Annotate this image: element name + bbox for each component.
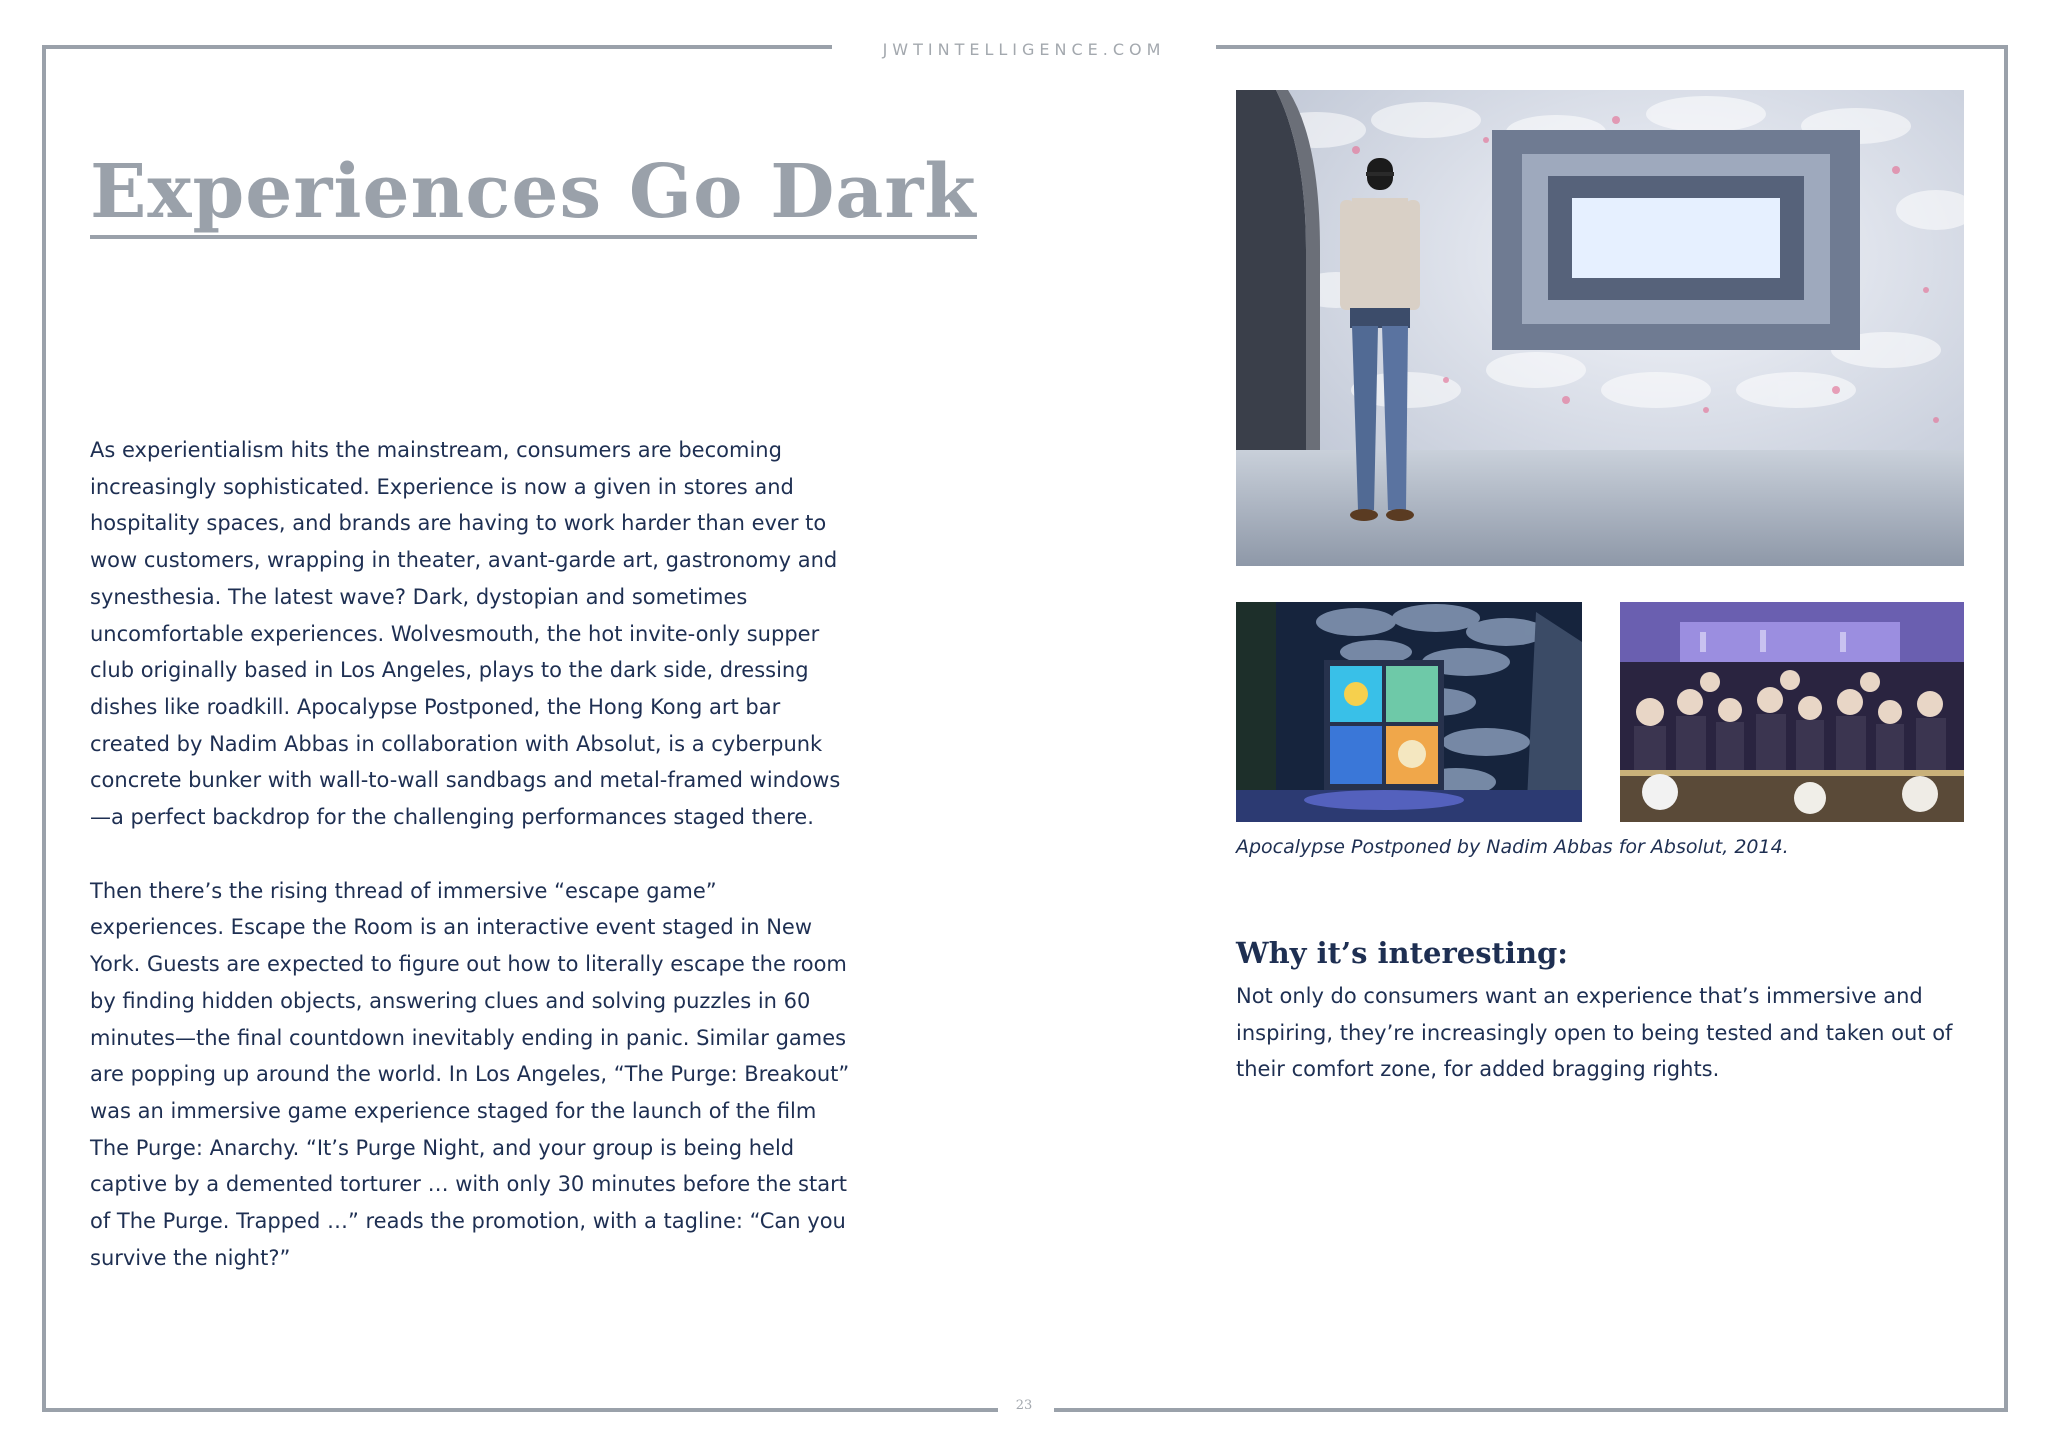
frame-right-rule [2004,45,2008,1412]
frame-left-rule [42,45,46,1412]
bunker-photo-door [1236,602,1582,822]
why-interesting-body: Not only do consumers want an experience that’s immersive and inspiring, they’re increasingly open to being tested and taken out of their comfort zone, for added bragging rights. [1236,984,1953,1082]
frame-bottom-right-rule [1054,1408,2008,1412]
frame-bottom-left-rule [42,1408,998,1412]
frame-top-right-rule [1216,45,2008,49]
site-header: JWTINTELLIGENCE.COM [882,40,1166,59]
article-body [90,432,850,1276]
frame-top-left-rule [42,45,832,49]
bunker-photo-main [1236,90,1964,566]
why-interesting-heading: Why it’s interesting: [1236,936,1569,970]
page-title: Experiences Go Dark [90,150,977,239]
page-number: 23 [1015,1398,1033,1413]
bar-crowd-photo [1620,602,1964,822]
photo-caption: Apocalypse Postponed by Nadim Abbas for Absolut, 2014. [1236,836,1789,858]
article-paragraph: Then there’s the rising thread of immersive “escape game” experiences. Escape the Room is an interactive event staged in New York. Guests are expected to figure out how to literally escape the room by finding hidden objects, answering clues and solving puzzles in 60 minutes—the final countdown inevitably ending in panic. Similar games are popping up around the world. In Los Angeles, “The Purge: Breakout” was an immersive game experience staged for the launch of the film The Purge: Anarchy. “It’s Purge Night, and your group is being held captive by a demented torturer … with only 30 minutes before the start of The Purge. Trapped …” reads the promotion, with a tagline: “Can you survive the night?” [90,878,850,1270]
article-paragraph: As experientialism hits the mainstream, consumers are becoming increasingly sophisticated. Experience is now a given in stores and hospitality spaces, and brands are having to work harder than ever to wow customers, wrapping in theater, avant-garde art, gastronomy and synesthesia. The latest wave? Dark, dystopian and sometimes uncomfortable experiences. Wolvesmouth, the hot invite-only supper club originally based in Los Angeles, plays to the dark side, dressing dishes like roadkill. Apocalypse Postponed, the Hong Kong art bar created by Nadim Abbas in collaboration with Absolut, is a cyberpunk concrete bunker with wall-to-wall sandbags and metal-framed windows—a perfect backdrop for the challenging performances staged there. [90,438,841,830]
